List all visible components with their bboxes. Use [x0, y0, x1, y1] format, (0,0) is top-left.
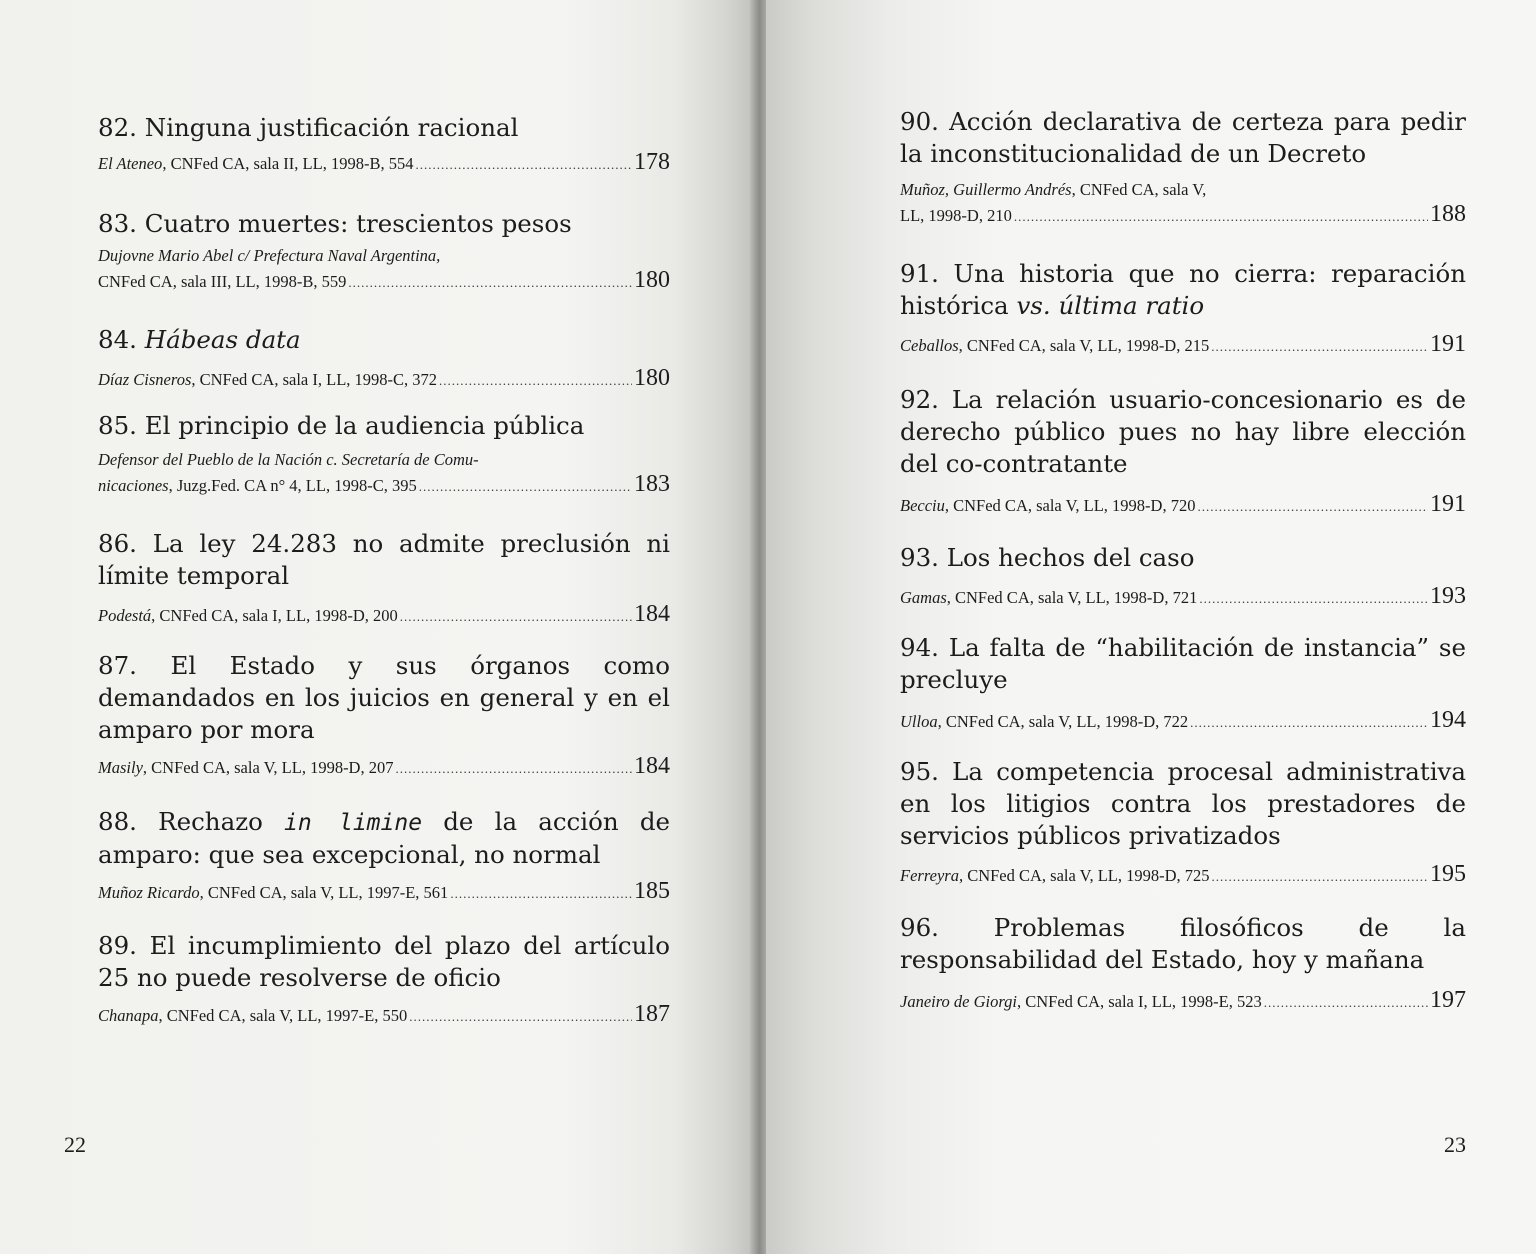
case-reference: , CNFed CA, sala V, LL, 1998-D, 722: [937, 712, 1189, 731]
leader-dots: [1014, 205, 1428, 229]
case-reference: , CNFed CA, sala V, LL, 1998-D, 207: [142, 758, 394, 777]
toc-entry-93: [900, 542, 1466, 611]
case-reference: , CNFed CA, sala V, LL, 1998-D, 721: [946, 588, 1198, 607]
case-reference: , CNFed CA, sala II, LL, 1998-B, 554: [162, 154, 414, 173]
leader-dots: [1264, 991, 1428, 1015]
case-name: Dujovne Mario Abel c/ Prefectura Naval Argentina,: [98, 246, 441, 265]
page-number: 197: [1430, 987, 1466, 1013]
entry-citation: [900, 332, 1466, 359]
toc-entry-82: [98, 112, 670, 177]
case-name: Masily: [98, 758, 143, 777]
entry-citation: [900, 492, 1466, 519]
entry-title: 85. El principio de la audiencia pública: [98, 411, 585, 440]
case-reference: , CNFed CA, sala V, LL, 1997-E, 550: [158, 1006, 408, 1025]
case-name: Ferreyra: [900, 866, 959, 885]
case-name: Ulloa: [900, 712, 938, 731]
leader-dots: [415, 153, 632, 177]
leader-dots: [1212, 865, 1428, 889]
toc-entry-92: [900, 384, 1466, 519]
toc-entry-86: [98, 528, 670, 629]
case-name: Díaz Cisneros: [98, 370, 192, 389]
entry-title: 90. Acción declarativa de certeza para pedir la inconstitucionalidad de un Decreto: [900, 107, 1466, 168]
case-reference: , CNFed CA, sala V, LL, 1998-D, 215: [958, 336, 1210, 355]
entry-citation: [98, 1002, 670, 1029]
case-reference: LL, 1998-D, 210: [900, 206, 1012, 225]
entry-title: 96. Problemas filosóficos de la responsabilidad del Estado, hoy y mañana: [900, 913, 1466, 974]
toc-entry-91: [900, 258, 1466, 359]
toc-entry-90: [900, 106, 1466, 229]
entry-citation: [98, 268, 670, 295]
case-reference: , CNFed CA, sala I, LL, 1998-E, 523: [1017, 992, 1262, 1011]
case-name: Gamas: [900, 588, 947, 607]
page-number: 178: [634, 149, 670, 175]
case-reference: , CNFed CA, sala V, LL, 1998-D, 720: [944, 496, 1196, 515]
leader-dots: [395, 757, 632, 781]
toc-entry-88: [98, 806, 670, 906]
page-number: 184: [634, 753, 670, 779]
page-number: 194: [1430, 707, 1466, 733]
toc-entry-96: [900, 912, 1466, 1015]
entry-citation: [900, 708, 1466, 735]
toc-entry-95: [900, 756, 1466, 889]
toc-entry-84: [98, 324, 670, 393]
page-number: 185: [634, 878, 670, 904]
left-page: [0, 0, 750, 1254]
page-number: 180: [634, 267, 670, 293]
entry-title-part-b: de la acción de amparo: que sea excepcional, no normal: [98, 807, 671, 869]
case-reference: , CNFed CA, sala I, LL, 1998-D, 200: [151, 606, 398, 625]
entry-citation: [98, 879, 670, 906]
entry-citation: [98, 150, 670, 177]
leader-dots: [409, 1005, 632, 1029]
case-reference: , Juzg.Fed. CA n° 4, LL, 1998-C, 395: [168, 476, 417, 495]
case-name-line: [900, 178, 1466, 202]
leader-dots: [400, 605, 632, 629]
page-number: 188: [1430, 201, 1466, 227]
page-number-left: 22: [64, 1132, 86, 1157]
entry-citation: [98, 754, 670, 781]
entry-title: [98, 324, 670, 356]
page-number: 191: [1430, 331, 1466, 357]
toc-entry-85: [98, 410, 670, 499]
entry-title: 82. Ninguna justificación racional: [98, 113, 519, 142]
right-page: [766, 0, 1536, 1254]
page-number: 195: [1430, 861, 1466, 887]
entry-citation: [900, 862, 1466, 889]
leader-dots: [439, 369, 632, 393]
page-number: 191: [1430, 491, 1466, 517]
leader-dots: [419, 475, 632, 499]
page-number: 187: [634, 1001, 670, 1027]
entry-title: [98, 806, 670, 871]
toc-entry-94: [900, 632, 1466, 735]
leader-dots: [1190, 711, 1428, 735]
case-reference: , CNFed CA, sala V, LL, 1998-D, 725: [958, 866, 1210, 885]
page-number: 193: [1430, 583, 1466, 609]
entry-number: 84.: [98, 325, 137, 354]
entry-citation: [900, 584, 1466, 611]
entry-title: 89. El incumplimiento del plazo del artículo 25 no puede resolverse de oficio: [98, 931, 670, 992]
entry-title: 87. El Estado y sus órganos como demandados en los juicios en general y en el amparo por mora: [98, 651, 670, 744]
case-name: El Ateneo: [98, 154, 163, 173]
entry-citation: [98, 366, 670, 393]
toc-entry-87: [98, 650, 670, 781]
leader-dots: [1199, 587, 1428, 611]
entry-title: 83. Cuatro muertes: trescientos pesos: [98, 209, 572, 238]
entry-title-italic: vs. última ratio: [1016, 291, 1205, 320]
case-name: Podestá: [98, 606, 152, 625]
book-gutter: [750, 0, 766, 1254]
leader-dots: [1197, 495, 1428, 519]
entry-citation: [98, 472, 670, 499]
entry-citation: [98, 602, 670, 629]
entry-title: 92. La relación usuario-concesionario es de derecho público pues no hay libre elección del co-contratante: [900, 385, 1466, 478]
case-name: Muñoz, Guillermo Andrés: [900, 180, 1072, 199]
page-number-right: 23: [1444, 1132, 1466, 1157]
case-name: Defensor del Pueblo de la Nación c. Secretaría de Comu-: [98, 450, 479, 469]
case-name: Becciu: [900, 496, 945, 515]
page-number: 180: [634, 365, 670, 391]
entry-citation: [900, 202, 1466, 229]
toc-entry-83: [98, 208, 670, 295]
page-number: 183: [634, 471, 670, 497]
case-reference: , CNFed CA, sala V, LL, 1997-E, 561: [199, 883, 449, 902]
entry-title: 95. La competencia procesal administrativa en los litigios contra los prestadores de servicios públicos privatizados: [900, 757, 1466, 850]
page-number: 184: [634, 601, 670, 627]
case-name: Muñoz Ricardo: [98, 883, 200, 902]
case-reference-start: , CNFed CA, sala V,: [1071, 180, 1207, 199]
case-reference: , CNFed CA, sala I, LL, 1998-C, 372: [191, 370, 438, 389]
leader-dots: [450, 882, 632, 906]
entry-title: 94. La falta de “habilitación de instancia” se precluye: [900, 633, 1466, 694]
case-name-continued: nicaciones: [98, 476, 169, 495]
entry-title-text: 91. Una historia que no cierra: reparación histórica: [900, 259, 1466, 320]
entry-title: 86. La ley 24.283 no admite preclusión ni límite temporal: [98, 529, 670, 590]
case-reference: CNFed CA, sala III, LL, 1998-B, 559: [98, 272, 347, 291]
case-name: Janeiro de Giorgi: [900, 992, 1018, 1011]
entry-title-italic: Hábeas data: [144, 325, 301, 354]
toc-entry-89: [98, 930, 670, 1029]
case-name: Ceballos: [900, 336, 959, 355]
case-name: Chanapa: [98, 1006, 159, 1025]
entry-title-part-a: 88. Rechazo: [98, 807, 263, 836]
entry-citation: [900, 988, 1466, 1015]
leader-dots: [1211, 335, 1428, 359]
entry-title: [900, 258, 1466, 322]
leader-dots: [348, 271, 632, 295]
entry-title: 93. Los hechos del caso: [900, 543, 1195, 572]
entry-title-italic: in limine: [284, 810, 423, 836]
